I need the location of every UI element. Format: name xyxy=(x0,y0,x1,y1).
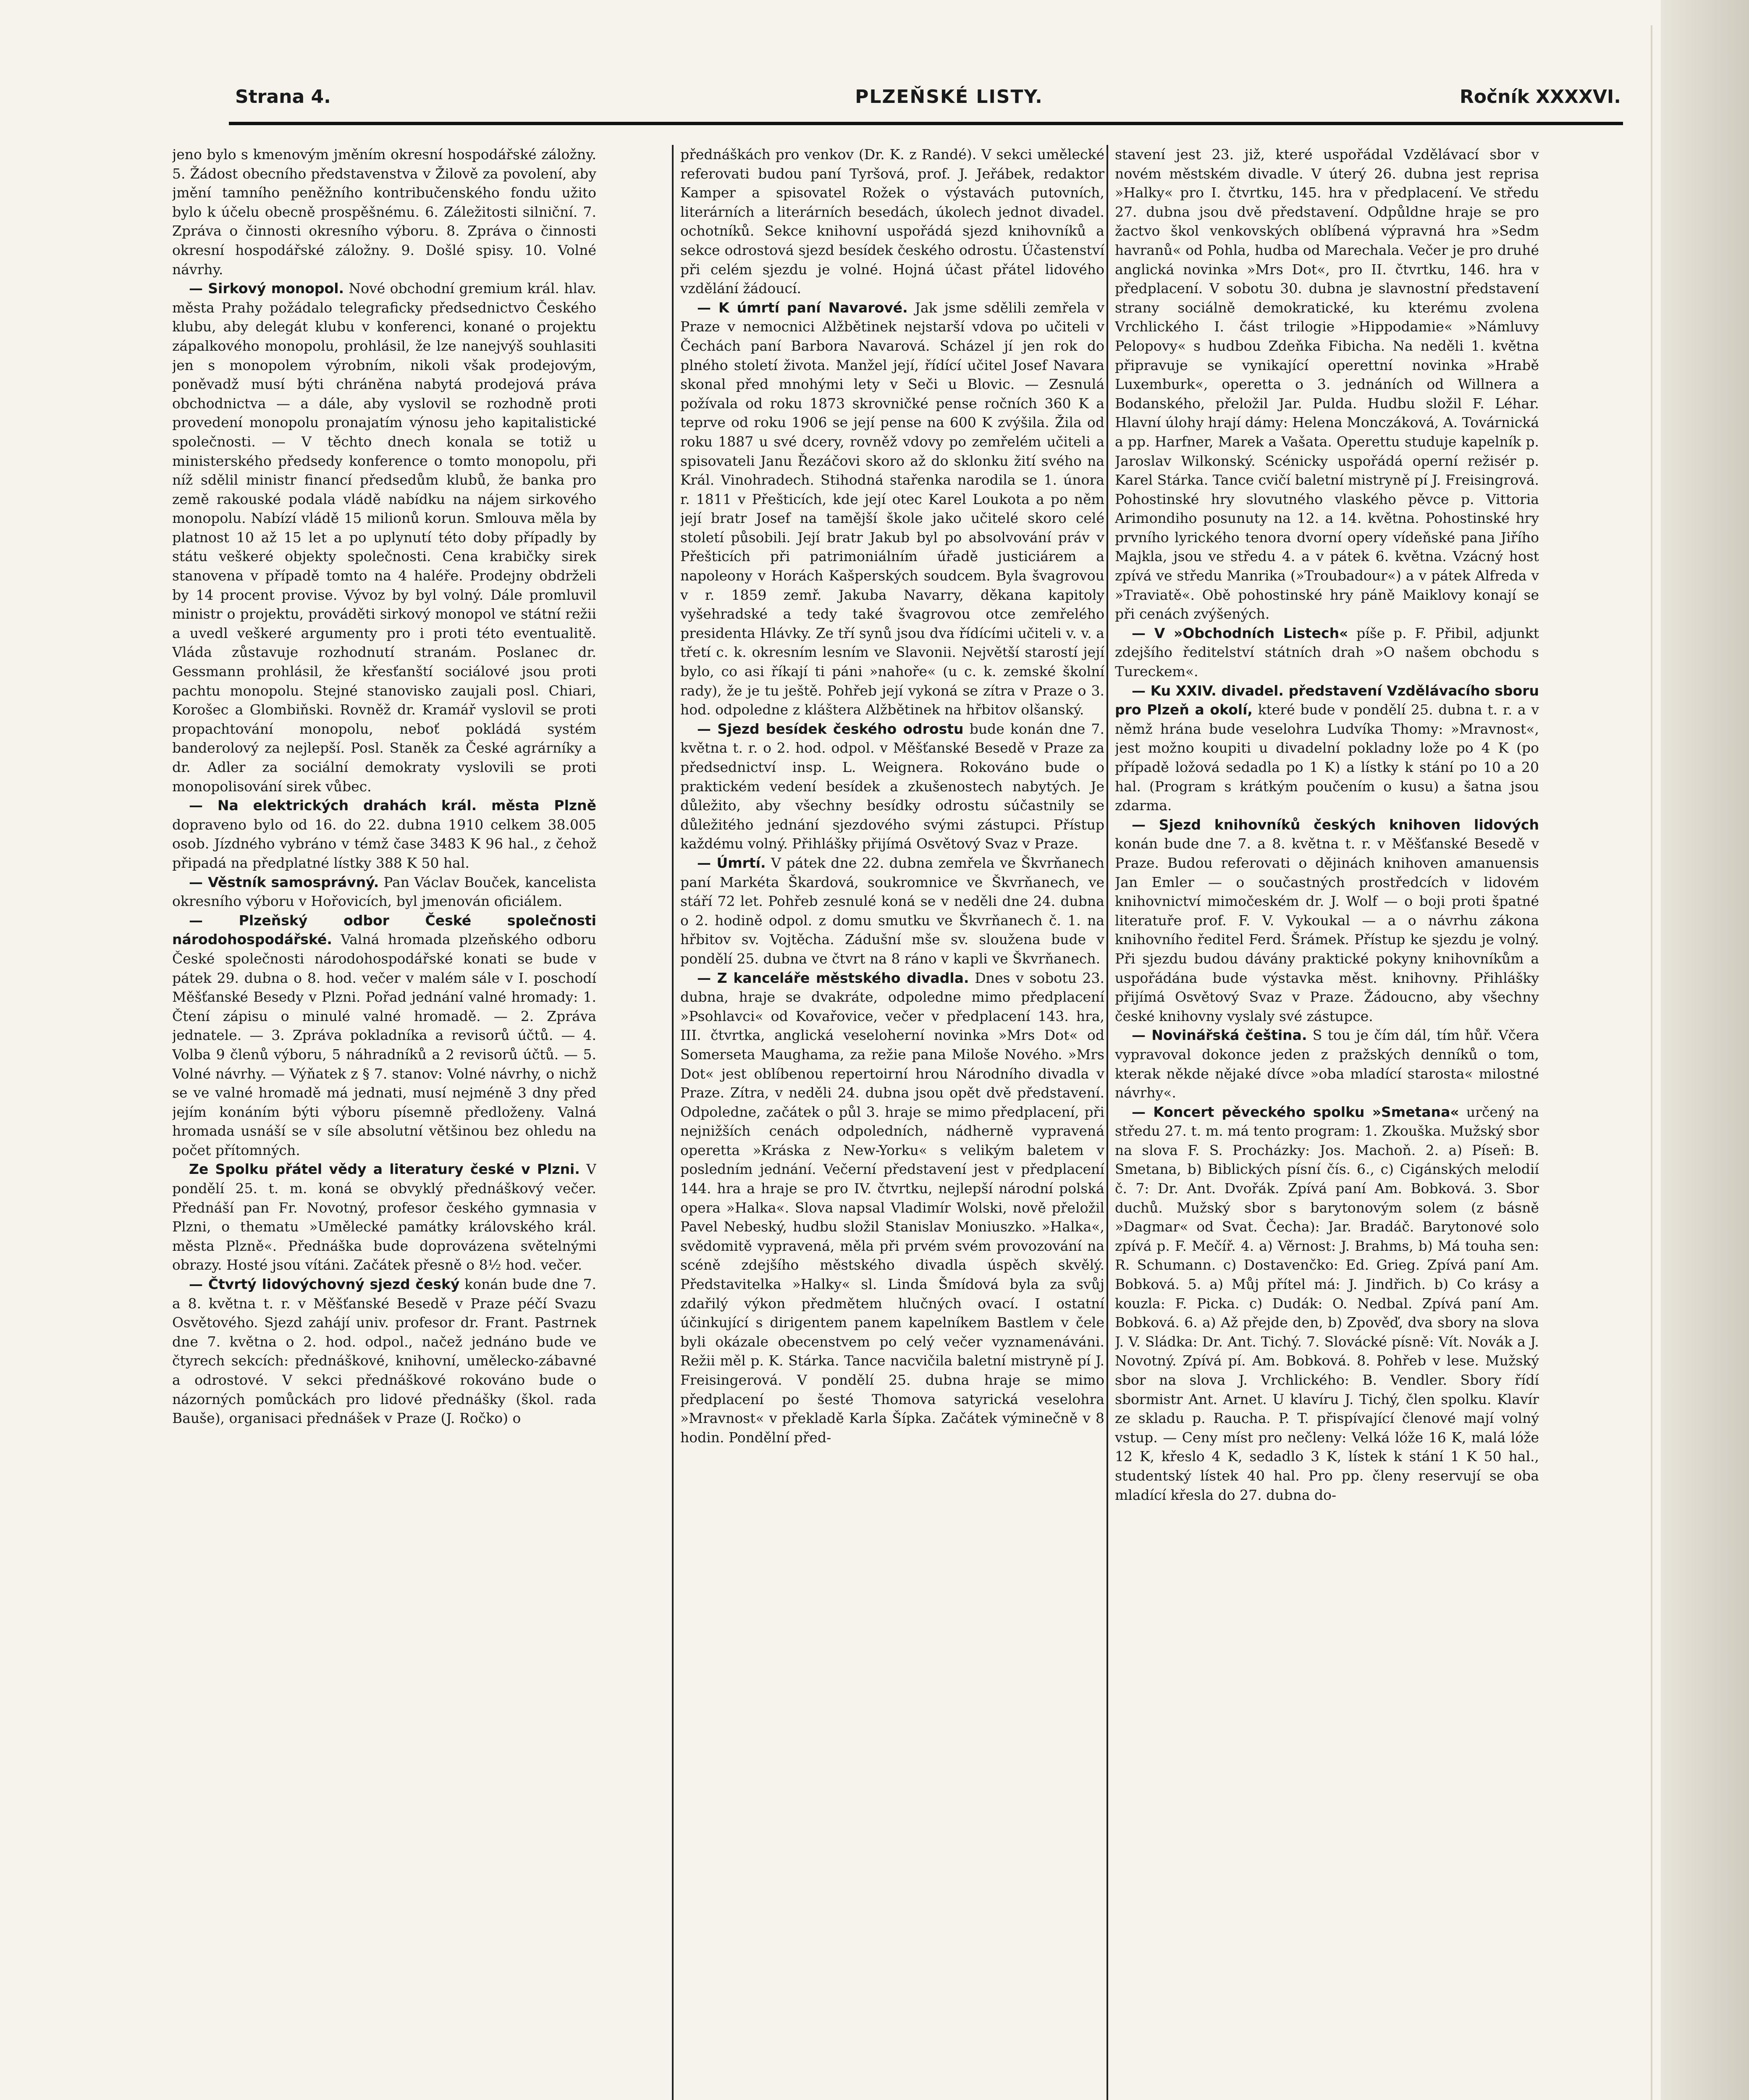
article-heading: — Sjezd besídek českého odrostu xyxy=(697,720,964,737)
article-paragraph xyxy=(680,719,1104,853)
article-paragraph xyxy=(172,145,596,279)
article-text: které bude v pondělí 25. dubna t. r. a v němž hrána bude veselohra Ludvíka Thomy: »Mravnost«, jest možno koupiti u divadelní pokladny lože po 4 K (po případě ložová sedadla po 1 K) a lístky k stání po 10 a 20 hal. (Program s krátkým poučením o kusu) a šatna jsou zdarma. xyxy=(1115,701,1539,814)
article-paragraph xyxy=(680,298,1104,719)
article-text: konán bude dne 7. a 8. května t. r. v Měšťanské Besedě v Praze. Budou referovati o dějinách knihoven amanuensis Jan Emler — o součastných prostředcích v lidovém knihovnictví mimočeském dr. J. Wolf — o boji proti špatné literatuře prof. F. V. Vykoukal — a o návrhu zákona knihovního ředitel Ferd. Šrámek. Přístup ke sjezdu je volný. Při sjezdu budou dávány praktické pokyny knihovníkům a uspořádána bude výstavka měst. knihovny. Přihlášky přijímá Osvětový Svaz v Praze. Žádoucno, aby všechny české knihovny vyslaly své zástupce. xyxy=(1115,835,1539,1024)
article-heading: — Ku XXIV. divadel. představení Vzdělávacího sboru pro Plzeň a okolí, xyxy=(1115,682,1539,718)
article-heading: — V »Obchodních Listech« xyxy=(1132,625,1348,641)
article-text: V pátek dne 22. dubna zemřela ve Škvrňanech paní Markéta Škardová, soukromnice ve Škvrňanech, ve stáří 72 let. Pohřeb zesnulé koná se v neděli dne 24. dubna o 2. hodině odpol. z domu smutku ve Škvrňanech č. 1. na hřbitov sv. Vojtěcha. Zádušní mše sv. sloužena bude v pondělí 25. dubna ve čtvrt na 8 ráno v kapli ve Škvrňanech. xyxy=(680,854,1104,967)
article-heading: — Věstník samosprávný. xyxy=(189,874,379,890)
article-paragraph xyxy=(1115,624,1539,681)
article-paragraph xyxy=(680,145,1104,298)
article-text: V pondělí 25. t. m. koná se obvyklý přednáškový večer. Přednáší pan Fr. Novotný, profesor českého gymnasia v Plzni, o thematu »Umělecké památky královského král. města Plzně«. Přednáška bude doprovázena světelnými obrazy. Hosté jsou vítáni. Začátek přesně o 8½ hod. večer. xyxy=(172,1161,596,1273)
article-text: bude konán dne 7. května t. r. o 2. hod. odpol. v Měšťanské Besedě v Praze za předsednictví insp. L. Weignera. Rokováno bude o praktickém vedení besídek a zkušenostech nabytých. Je důležito, aby všechny besídky odrostu súčastnily se důležitého jednání sjezdového svými zástupci. Přístup každému volný. Přihlášky přijímá Osvětový Svaz v Praze. xyxy=(680,720,1104,852)
article-text: Valná hromada plzeňského odboru České společnosti národohospodářské konati se bude v pátek 29. dubna o 8. hod. večer v malém sále v I. poschodí Měšťanské Besedy v Plzni. Pořad jednání valné hromady: 1. Čtení zápisu o minulé valné hromadě. — 2. Zpráva jednatele. — 3. Zpráva pokladníka a revisorů účtů. — 4. Volba 9 členů výboru, 5 náhradníků a 2 revisorů účtů. — 5. Volné návrhy. — Výňatek z § 7. stanov: Volné návrhy, o nichž se ve valné hromadě má jednati, musí nejméně 3 dny před jejím konáním býti výboru písemně předloženy. Valná hromada usnáší se v síle absolutní většinou bez ohledu na počet přítomných. xyxy=(172,931,596,1158)
article-text: dopraveno bylo od 16. do 22. dubna 1910 celkem 38.005 osob. Jízdného vybráno v témž čase 3483 K 96 hal., z čehož připadá na předplatné lístky 388 K 50 hal. xyxy=(172,816,596,871)
article-text: stavení jest 23. již, které uspořádal Vzdělávací sbor v novém městském divadle. V úterý 26. dubna jest reprisa »Halky« pro I. čtvrtku, 145. hra v předplacení. Ve středu 27. dubna jsou dvě představení. Odpůldne hraje se pro žactvo škol venkovských oblíbená výpravná hra »Sedm havranů« od Pohla, hudba od Marechala. Večer je pro druhé anglická novinka »Mrs Dot«, pro II. čtvrtku, 146. hra v předplacení. V sobotu 30. dubna je slavnostní představení strany sociálně demokratické, ku kterému zvolena Vrchlického I. část trilogie »Hippodamie« »Námluvy Pelopovy« s hudbou Zdeňka Fibicha. Na neděli 1. května připravuje se vynikající operettní novinka »Hrabě Luxemburk«, operetta o 3. jednáních od Willnera a Bodanského, přeložil Jar. Pulda. Hudbu složil F. Léhar. Hlavní úlohy hrají dámy: Helena Monczáková, A. Továrnická a pp. Harfner, Marek a Vašata. Operettu studuje kapelník p. Jaroslav Wilkonský. Scénicky uspořádá operní režisér p. Karel Stárka. Tance cvičí baletní mistryně pí J. Freisingrová. Pohostinské hry slovutného vlaského pěvce p. Vittoria Arimondiho posunuty na 12. a 14. května. Pohostinské hry prvního lyrického tenora dvorní opery vídeňské pana Jiřího Majkla, jsou ve středu 4. a v pátek 6. května. Vzácný host zpívá ve středu Manrika (»Troubadour«) a v pátek Alfreda v »Traviatě«. Obě pohostinské hry páně Maiklovy konají se při cenách zvýšených. xyxy=(1115,146,1539,622)
article-text: Jak jsme sdělili zemřela v Praze v nemocnici Alžbětinek nejstarší vdova po učiteli v Čechách paní Barbora Navarová. Scházel jí jen rok do plného století života. Manžel její, řídící učitel Josef Navara skonal před mnohými lety v Seči u Blovic. — Zesnulá požívala od roku 1873 skrovničké pense ročních 360 K a teprve od roku 1906 se její pense na 600 K zvýšila. Žila od roku 1887 u své dcery, rovněž vdovy po zemřelém učiteli a spisovateli Janu Řezáčovi skoro až do sklonku žití svého na Král. Vinohradech. Stihodná stařenka narodila se 1. února r. 1811 v Přešticích, kde její otec Karel Loukota a po něm její bratr Josef na tamější škole jako učitelé skoro celé století působili. Její bratr Jakub byl po absolvování práv v Přešticích při patrimoniálním úřadě justiciárem a napoleony v Horách Kašperských soudcem. Byla švagrovou v r. 1859 zemř. Jakuba Navarry, děkana kapitoly vyšehradské a tedy také švagrovou otce zemřelého presidenta Hlávky. Ze tří synů jsou dva řídícími učiteli v. v. a třetí c. k. okresním lesním ve Slavonii. Největší starostí její bylo, co asi říkají ti páni »nahoře« (u c. k. zemské školní rady), že je tu ještě. Pohřeb její vykoná se zítra v Praze o 3. hod. odpoledne z kláštera Alžbětinek na hřbitov olšanský. xyxy=(680,299,1104,718)
column-divider-2 xyxy=(1107,145,1108,2100)
article-paragraph xyxy=(172,796,596,872)
article-text: určený na středu 27. t. m. má tento program: 1. Zkouška. Mužský sbor na slova F. S. Procházky: Jos. Machoň. 2. a) Píseň: B. Smetana, b) Biblických písní čís. 6., c) Cigánských melodií č. 7: Dr. Ant. Dvořák. Zpívá paní Am. Bobková. 3. Sbor duchů. Mužský sbor s barytonovým solem (z básně »Dagmar« od Svat. Čecha): Jar. Bradáč. Barytonové solo zpívá p. F. Mečíř. 4. a) Věrnost: J. Brahms, b) Má touha sen: R. Schumann. c) Dostavenčko: Ed. Grieg. Zpívá paní Am. Bobková. 5. a) Můj přítel má: J. Jindřich. b) Co krásy a kouzla: F. Picka. c) Dudák: O. Nedbal. Zpívá paní Am. Bobková. 6. a) Až přejde den, b) Zpověď, dva sbory na slova J. V. Sládka: Dr. Ant. Tichý. 7. Slovácké písně: Vít. Novák a J. Novotný. Zpívá pí. Am. Bobková. 8. Pohřeb v lese. Mužský sbor na slova J. Vrchlického: B. Vendler. Sbory řídí sbormistr Ant. Arnet. U klavíru J. Tichý, člen spolku. Klavír ze skladu p. Raucha. P. T. přispívající členové mají volný vstup. — Ceny míst pro nečleny: Velká lóže 16 K, malá lóže 12 K, křeslo 4 K, sedadlo 3 K, lístek k stání 1 K 50 hal., studentský lístek 40 hal. Pro pp. členy reservují se oba mladící křesla do 27. dubna do- xyxy=(1115,1103,1539,1503)
text-column-2 xyxy=(680,145,1104,2100)
article-heading: — Z kanceláře městského divadla. xyxy=(697,969,969,986)
article-paragraph xyxy=(1115,681,1539,815)
article-text: píše p. F. Přibil, adjunkt zdejšího ředitelství státních drah »O našem obchodu s Tureckem«. xyxy=(1115,625,1539,680)
page-number: Strana 4. xyxy=(235,86,331,108)
article-paragraph xyxy=(172,873,596,911)
header-rule xyxy=(229,122,1623,125)
article-heading: — Čtvrtý lidovýchovný sjezd český xyxy=(189,1276,460,1293)
article-paragraph xyxy=(680,853,1104,969)
article-heading: — Úmrtí. xyxy=(697,854,766,871)
column-divider-1 xyxy=(672,145,674,2100)
article-paragraph xyxy=(1115,815,1539,1026)
article-paragraph xyxy=(172,279,596,796)
page-edge xyxy=(1661,0,1749,2100)
article-heading: — Na elektrických drahách král. města Plzně xyxy=(189,797,596,814)
article-paragraph xyxy=(1115,1026,1539,1102)
article-heading: — K úmrtí paní Navarové. xyxy=(697,299,908,316)
article-paragraph xyxy=(680,969,1104,1447)
article-text: jeno bylo s kmenovým jměním okresní hospodářské záložny. 5. Žádost obecního představenstva v Žilově za povolení, aby jmění tamního peněžního kontribučenského fondu užito bylo k účelu obecně prospěšnému. 6. Záležitosti silniční. 7. Zpráva o činnosti okresního výboru. 8. Zpráva o činnosti okresní hospodářské záložny. 9. Došlé spisy. 10. Volné návrhy. xyxy=(172,146,596,278)
article-text: Pan Václav Bouček, kancelista okresního výboru v Hořovicích, byl jmenován oficiálem. xyxy=(172,874,596,910)
article-text: S tou je čím dál, tím hůř. Včera vypravoval dokonce jeden z pražských denníků o tom, kterak někde nějaké dívce »oba mladící starosta« milostné návrhy«. xyxy=(1115,1027,1539,1101)
article-paragraph xyxy=(1115,145,1539,624)
article-heading: — Plzeňský odbor České společnosti národohospodářské. xyxy=(172,912,596,948)
article-paragraph xyxy=(172,1160,596,1275)
text-column-1 xyxy=(172,145,596,2100)
article-text: přednáškách pro venkov (Dr. K. z Randé). V sekci umělecké referovati budou paní Tyršová, prof. J. Jeřábek, redaktor Kamper a spisovatel Rožek o výstavách putovních, literárních a literárních besedách, úkolech jednot divadel. ochotníků. Sekce knihovní uspořádá sjezd knihovníků a sekce odrostová sjezd besídek českého odrostu. Účastenství při celém sjezdu je volné. Hojná účast přátel lidového vzdělání žádoucí. xyxy=(680,146,1104,297)
article-text: Dnes v sobotu 23. dubna, hraje se dvakráte, odpoledne mimo předplacení »Psohlavci« od Kovařovice, večer v předplacení 143. hra, III. čtvrtka, anglická veseloherní novinka »Mrs Dot« od Somerseta Maughama, za režie pana Miloše Nového. »Mrs Dot« jest oblíbenou repertoirní hrou Národního divadla v Praze. Zítra, v neděli 24. dubna jsou opět dvě představení. Odpoledne, začátek o půl 3. hraje se mimo předplacení, při nejnižších cenách odpoledních, nádherně vypravená operetta »Kráska z New-Yorku« s velikým baletem v posledním jednání. Večerní představení jest v předplacení 144. hra a hraje se pro IV. čtvrtku, nejlepší národní polská opera »Halka«. Slova napsal Vladimír Wolski, nově přeložil Pavel Nebeský, hudbu složil Stanislav Moniuszko. »Halka«, svědomitě vypravená, měla při prvém svém provozování na scéně zdejšího městského divadla úspěch skvělý. Představitelka »Halky« sl. Linda Šmídová byla za svůj zdařilý výkon předmětem hlučných ovací. I ostatní účinkující s dirigentem panem kapelníkem Bastlem v čele byli okázale obecenstvem po celý večer vyznamenáváni. Režii měl p. K. Stárka. Tance nacvičila baletní mistryně pí J. Freisingerová. V pondělí 25. dubna hraje se mimo předplacení po šesté Thomova satyrická veselohra »Mravnost« v překladě Karla Šípka. Začátek výminečně v 8 hodin. Pondělní před- xyxy=(680,969,1104,1446)
binding-shadow-line xyxy=(1651,25,1652,2100)
text-column-3 xyxy=(1115,145,1539,2100)
running-header xyxy=(235,82,1621,116)
article-text: Nové obchodní gremium král. hlav. města Prahy požádalo telegraficky předsednictvo Českého klubu, aby delegát klubu v konferenci, konané o projektu zápalkového monopolu, prohlásil, že lze nanejvýš souhlasiti jen s monopolem výrobním, nikoli však prodejovým, poněvadž musí býti chráněna nabytá prodejová práva obchodnictva — a dále, aby vyslovil se rozhodně proti provedení monopolu pronajatím výnosu jeho kapitalistické společnosti. — V těchto dnech konala se totiž u ministerského předsedy konference o tomto monopolu, při níž sdělil ministr financí předsedům klubů, že banka pro země rakouské podala vládě nabídku na nájem sirkového monopolu. Nabízí vládě 15 milionů korun. Smlouva měla by platnost 10 až 15 let a po uplynutí této doby případly by státu veškeré objekty společnosti. Cena krabičky sirek stanovena v případě tomto na 4 haléře. Prodejny obdrželi by 14 procent provise. Vývoz by byl volný. Dále promluvil ministr o projektu, prováděti sirkový monopol ve státní režii a uvedl veškeré argumenty pro i proti této eventualitě. Vláda zůstavuje rozhodnutí stranám. Poslanec dr. Gessmann prohlásil, že křesťanští sociálové jsou proti pachtu monopolu. Stejné stanovisko zaujali posl. Chiari, Korošec a Glombiňski. Rovněž dr. Kramář vyslovil se proti propachtování monopolu, neboť pokládá systém banderolový za nejlepší. Posl. Staněk za České agrárníky a dr. Adler za sociální demokraty vyslovili se proti monopolisování sirek vůbec. xyxy=(172,280,596,795)
article-heading: — Koncert pěveckého spolku »Smetana« xyxy=(1132,1103,1459,1120)
article-paragraph xyxy=(1115,1102,1539,1504)
article-heading: — Novinářská čeština. xyxy=(1132,1027,1307,1044)
newspaper-title: PLZEŇSKÉ LISTY. xyxy=(855,86,1043,108)
article-heading: — Sirkový monopol. xyxy=(189,280,344,297)
article-paragraph xyxy=(172,1275,596,1428)
article-heading: — Sjezd knihovníků českých knihoven lidových xyxy=(1132,816,1539,833)
article-text: konán bude dne 7. a 8. května t. r. v Měšťanské Besedě v Praze péčí Svazu Osvětového. Sjezd zahájí univ. profesor dr. Frant. Pastrnek dne 7. května o 2. hod. odpol., načež jednáno bude ve čtyrech sekcích: přednáškové, knihovní, umělecko-zábavné a odrostové. V sekci přednáškové rokováno bude o názorných pomůckách pro lidové přednášky (škol. rada Bauše), organisaci přednášek v Praze (J. Ročko) o xyxy=(172,1276,596,1427)
article-paragraph xyxy=(172,911,596,1160)
volume-label: Ročník XXXXVI. xyxy=(1459,86,1621,108)
article-heading: Ze Spolku přátel vědy a literatury české v Plzni. xyxy=(189,1161,580,1178)
